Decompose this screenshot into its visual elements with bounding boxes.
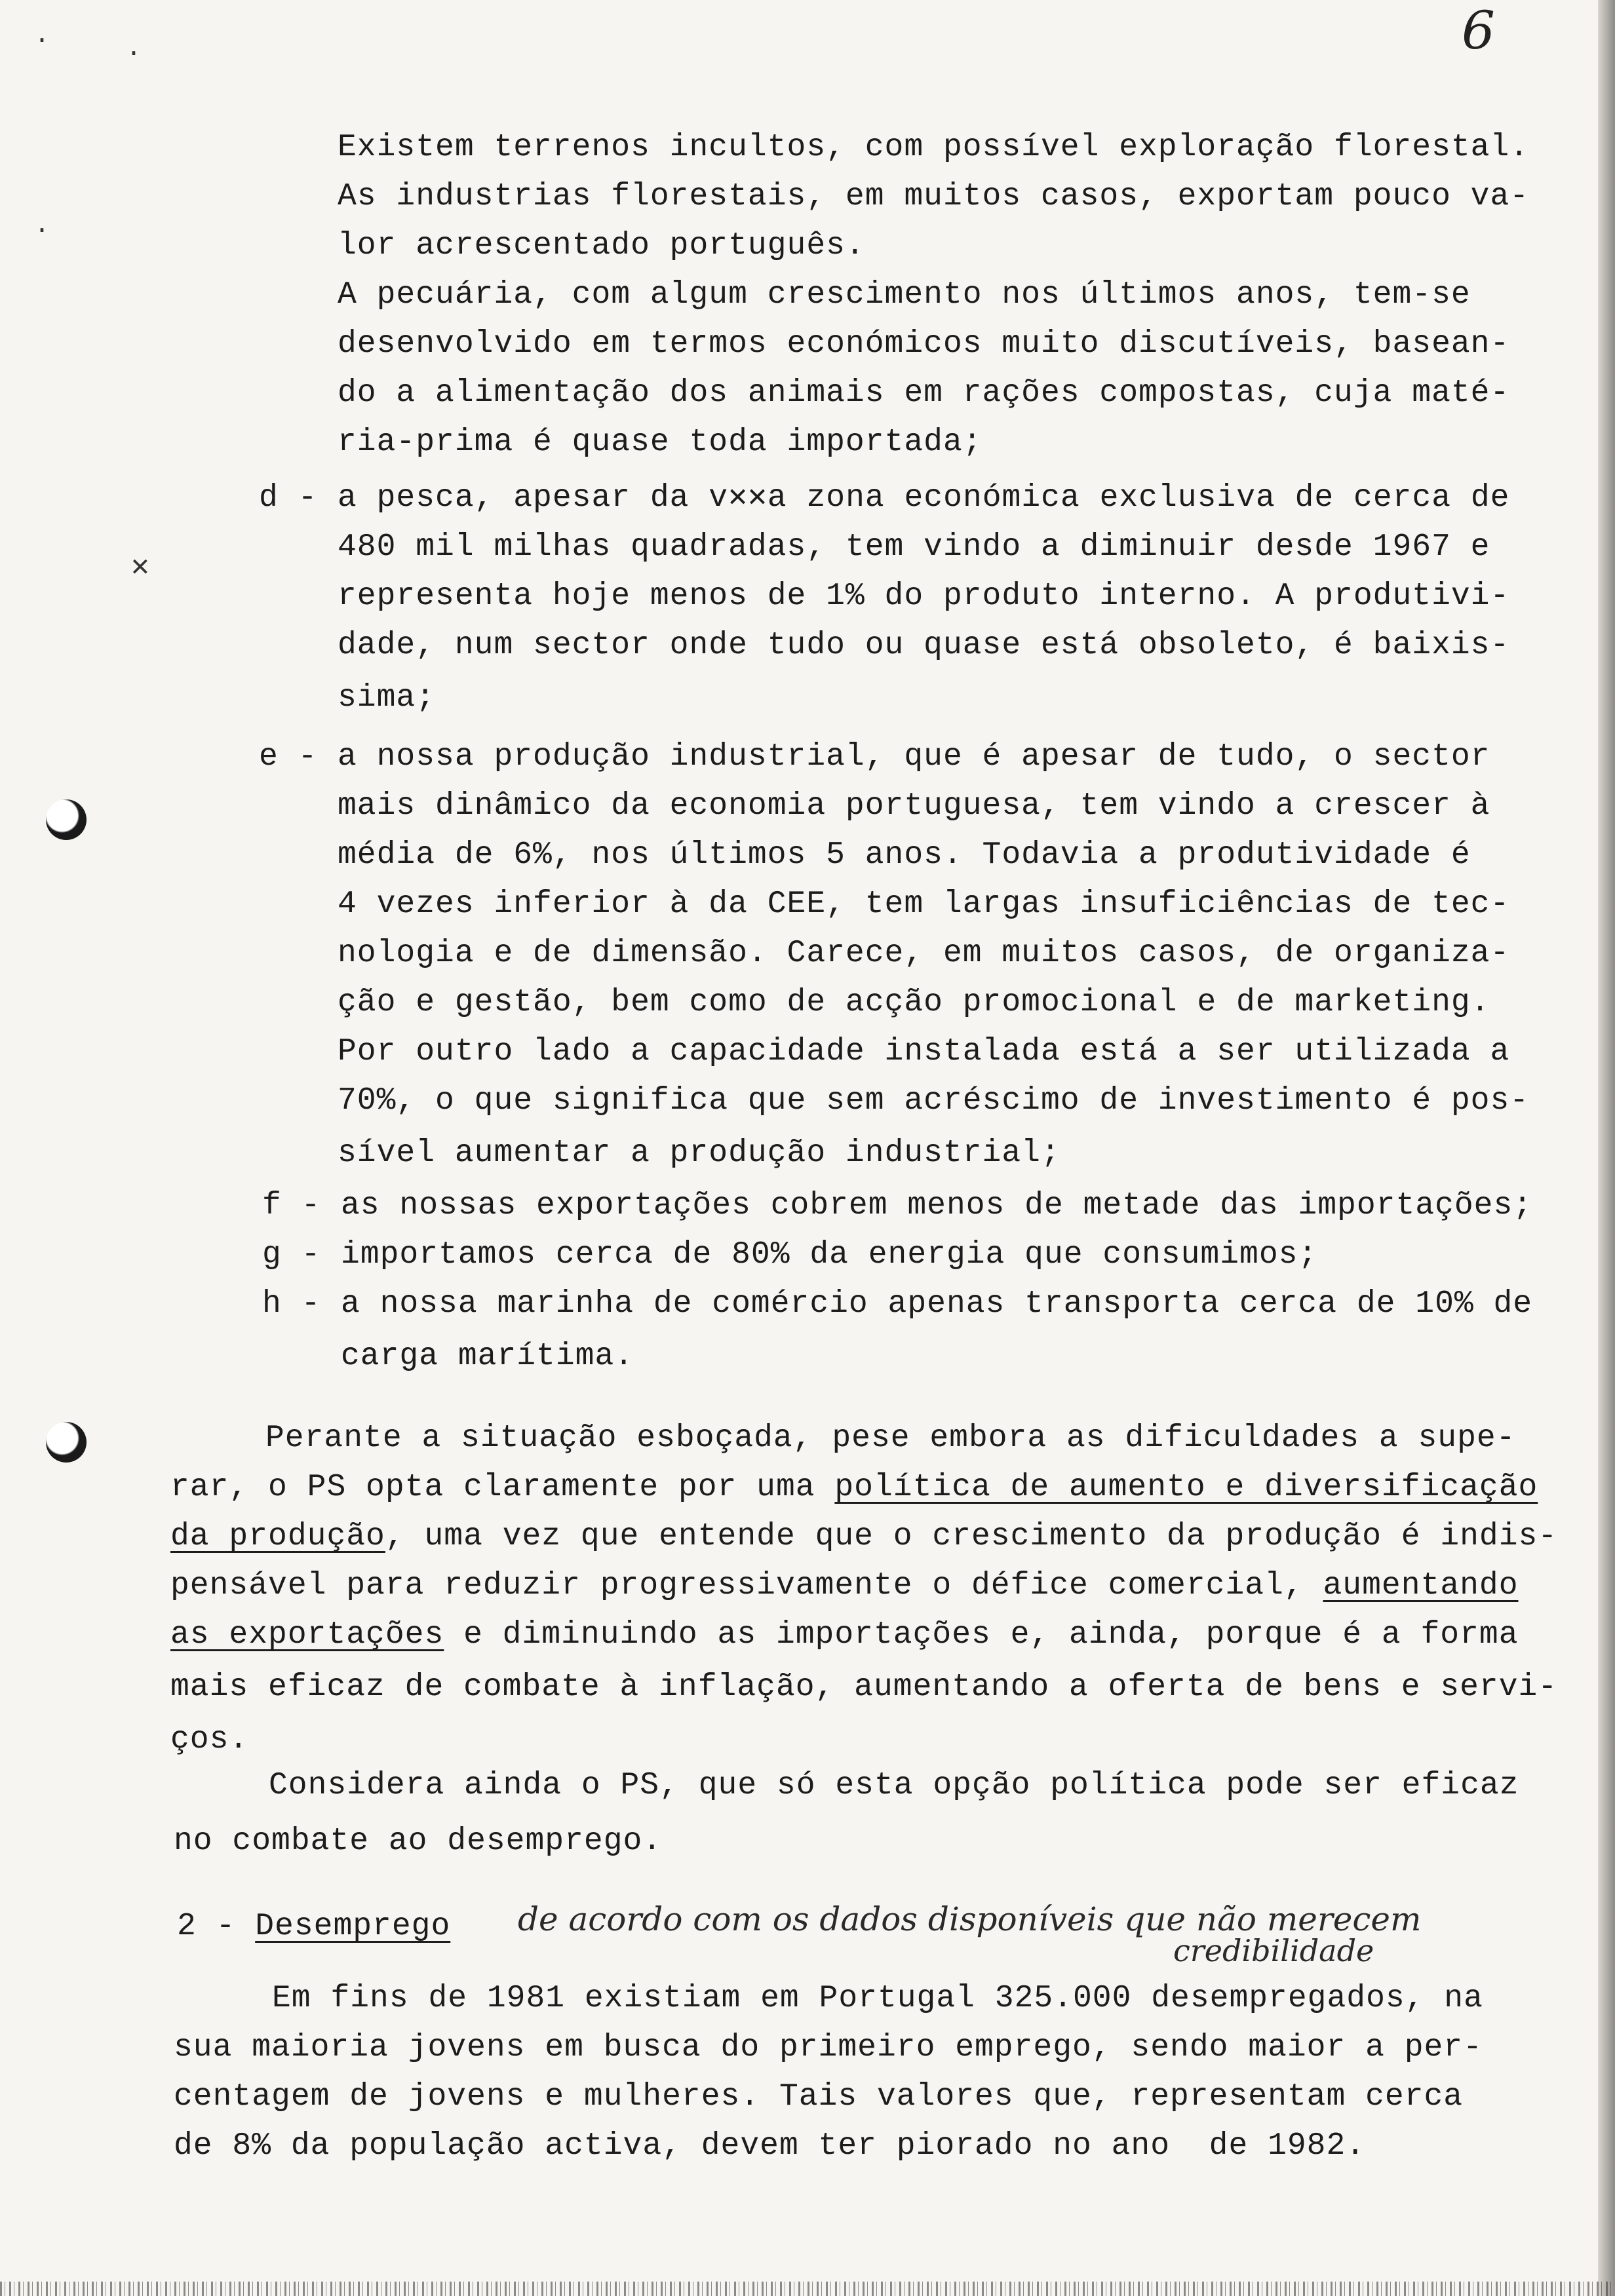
text-line: da produção, uma vez que entende que o crescimento da produção é indis- — [170, 1519, 1558, 1554]
list-marker-f: f - — [262, 1188, 321, 1223]
page-number: 6 — [1462, 0, 1495, 61]
text-line: sua maioria jovens em busca do primeiro emprego, sendo maior a per- — [174, 2030, 1483, 2065]
text-line: representa hoje menos de 1% do produto interno. A produtivi- — [338, 579, 1510, 614]
text-line: a nossa marinha de comércio apenas transporta cerca de 10% de — [341, 1286, 1533, 1322]
text-line: de 8% da população activa, devem ter piorado no ano de 1982. — [174, 2128, 1366, 2164]
text-line: a pesca, apesar da v✕✕a zona económica exclusiva de cerca de — [338, 480, 1510, 516]
text-line: Perante a situação esboçada, pese embora as dificuldades a supe- — [265, 1421, 1516, 1456]
text-line: lor acrescentado português. — [338, 228, 865, 263]
text-line: 480 mil milhas quadradas, tem vindo a diminuir desde 1967 e — [338, 529, 1490, 565]
underlined-phrase: as exportações — [170, 1617, 444, 1653]
underlined-phrase: aumentando — [1323, 1568, 1519, 1603]
scan-speck: · — [34, 26, 50, 56]
section-heading-title: Desemprego — [255, 1909, 451, 1944]
text-line: desenvolvido em termos económicos muito discutíveis, basean- — [338, 326, 1510, 362]
text-line: ção e gestão, bem como de acção promocional e de marketing. — [338, 985, 1490, 1020]
text-line: no combate ao desemprego. — [174, 1824, 663, 1859]
text-line: mais dinâmico da economia portuguesa, tem vindo a crescer à — [338, 788, 1490, 824]
text-line: as exportações e diminuindo as importações e, ainda, porque é a forma — [170, 1617, 1519, 1653]
section-heading: 2 - Desemprego — [177, 1909, 451, 1944]
text-line: importamos cerca de 80% da energia que consumimos; — [341, 1237, 1318, 1272]
margin-mark: ✕ — [131, 550, 149, 584]
list-marker-h: h - — [262, 1286, 321, 1322]
text-line: do a alimentação dos animais em rações compostas, cuja maté- — [338, 375, 1510, 411]
text-line: ria-prima é quase toda importada; — [338, 425, 983, 460]
text-line: centagem de jovens e mulheres. Tais valores que, representam cerca — [174, 2079, 1464, 2114]
text-line: As industrias florestais, em muitos casos, exportam pouco va- — [338, 179, 1530, 214]
text-line: 4 vezes inferior à da CEE, tem largas insuficiências de tec- — [338, 887, 1510, 922]
text-line: A pecuária, com algum crescimento nos últimos anos, tem-se — [338, 277, 1471, 313]
text-line: mais eficaz de combate à inflação, aumentando a oferta de bens e servi- — [170, 1670, 1558, 1705]
text-line: Considera ainda o PS, que só esta opção política pode ser eficaz — [269, 1768, 1519, 1803]
underlined-phrase: política de aumento e diversificação — [834, 1470, 1538, 1505]
handwritten-note: credibilidade — [1173, 1933, 1374, 1968]
text-line: sima; — [338, 680, 436, 716]
text-line: pensável para reduzir progressivamente o défice comercial, aumentando — [170, 1568, 1519, 1603]
list-marker-e: e - — [259, 739, 318, 775]
list-marker-g: g - — [262, 1237, 321, 1272]
text-line: a nossa produção industrial, que é apesar de tudo, o sector — [338, 739, 1490, 775]
punch-hole-bottom — [46, 1422, 87, 1463]
text-line: ços. — [170, 1722, 249, 1757]
text-line: sível aumentar a produção industrial; — [338, 1136, 1060, 1171]
text-line: dade, num sector onde tudo ou quase está obsoleto, é baixis- — [338, 628, 1510, 663]
text-line: carga marítima. — [341, 1339, 634, 1374]
scan-speck: · — [126, 39, 142, 69]
text-line: Em fins de 1981 existiam em Portugal 325.000 desempregados, na — [272, 1981, 1483, 2016]
text-line: 70%, o que significa que sem acréscimo de investimento é pos- — [338, 1083, 1530, 1119]
text-line: rar, o PS opta claramente por uma política de aumento e diversificação — [170, 1470, 1538, 1505]
scan-speck: · — [34, 216, 50, 246]
text-line: média de 6%, nos últimos 5 anos. Todavia a produtividade é — [338, 837, 1471, 873]
handwritten-note: de acordo com os dados disponíveis que não merecem — [518, 1900, 1422, 1938]
text-line: as nossas exportações cobrem menos de metade das importações; — [341, 1188, 1533, 1223]
underlined-phrase: da produção — [170, 1519, 385, 1554]
text-line: nologia e de dimensão. Carece, em muitos casos, de organiza- — [338, 936, 1510, 971]
scan-strip — [0, 2282, 1615, 2296]
text-line: Existem terrenos incultos, com possível exploração florestal. — [338, 130, 1530, 165]
page-edge-shadow — [1598, 0, 1615, 2296]
text-line: Por outro lado a capacidade instalada está a ser utilizada a — [338, 1034, 1510, 1069]
punch-hole-top — [46, 799, 87, 840]
list-marker-d: d - — [259, 480, 318, 516]
